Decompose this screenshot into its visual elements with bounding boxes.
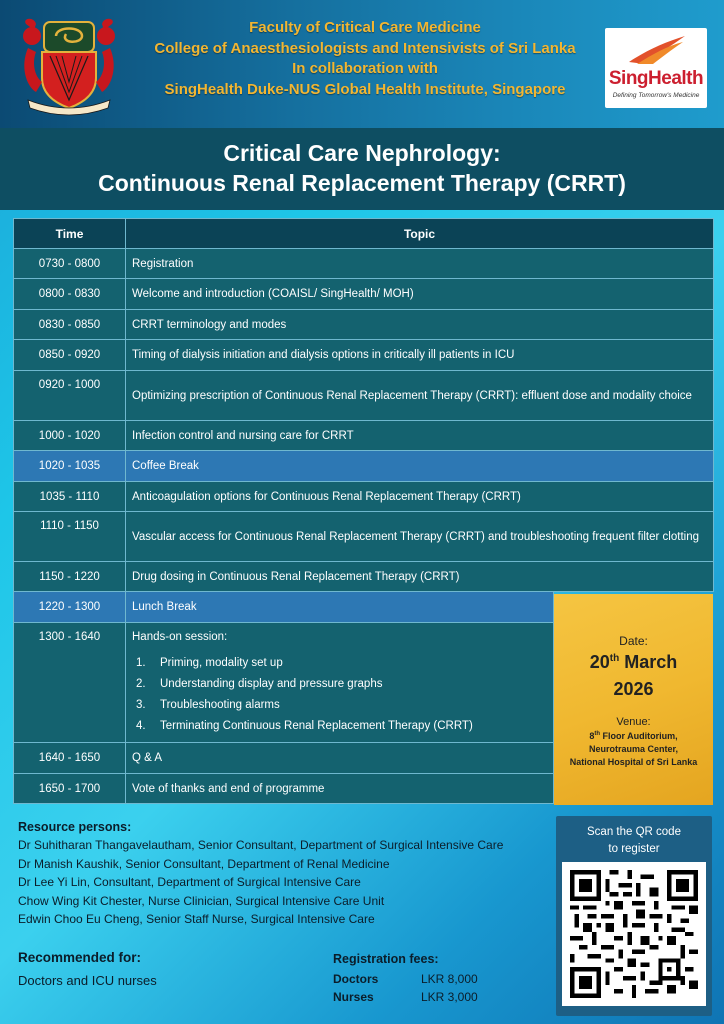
recommended-value: Doctors and ICU nurses xyxy=(18,973,157,988)
time-cell: 0830 - 0850 xyxy=(14,310,126,340)
time-cell: 1000 - 1020 xyxy=(14,421,126,451)
table-row xyxy=(14,421,714,451)
time-cell: 1300 - 1640 xyxy=(14,623,126,743)
list-item: Edwin Choo Eu Cheng, Senior Staff Nurse, Surgical Intensive Care xyxy=(18,912,375,926)
header-banner xyxy=(0,0,724,128)
registration-fees xyxy=(333,952,478,1006)
topic-cell: Registration xyxy=(126,249,714,279)
qr-panel xyxy=(556,816,712,1016)
resource-heading: Resource persons: xyxy=(18,820,132,834)
table-row xyxy=(14,310,714,340)
topic-cell: Infection control and nursing care for CRRT xyxy=(126,421,714,451)
topic-cell: Vascular access for Continuous Renal Replacement Therapy (CRRT) and troubleshooting frequent filter clotting xyxy=(126,512,714,562)
list-item: Dr Suhitharan Thangavelautham, Senior Consultant, Department of Surgical Intensive Care xyxy=(18,838,504,852)
handson-list xyxy=(132,653,547,737)
topic-cell: CRRT terminology and modes xyxy=(126,310,714,340)
time-cell: 1640 - 1650 xyxy=(14,743,126,774)
qr-caption-1: Scan the QR code xyxy=(587,826,681,838)
table-row xyxy=(14,340,714,371)
table-row xyxy=(14,562,714,592)
topic-cell: Timing of dialysis initiation and dialysis options in critically ill patients in ICU xyxy=(126,340,714,371)
list-item: Chow Wing Kit Chester, Nurse Clinician, Surgical Intensive Care Unit xyxy=(18,893,385,908)
resource-persons xyxy=(18,820,548,929)
singhealth-swoosh-icon xyxy=(627,32,687,66)
qr-code-icon xyxy=(570,870,698,998)
topic-column-header: Topic xyxy=(126,219,714,249)
page-subtitle: Continuous Renal Replacement Therapy (CRRT) xyxy=(98,170,626,196)
organizer-line-2: College of Anaesthesiologists and Intensivists of Sri Lanka xyxy=(154,39,576,57)
list-item: Dr Manish Kaushik, Senior Consultant, Department of Renal Medicine xyxy=(18,856,390,871)
venue-line-2: Neurotrauma Center, xyxy=(588,744,679,754)
venue-label: Venue: xyxy=(616,716,651,728)
venue-line-3: National Hospital of Sri Lanka xyxy=(569,757,698,767)
time-cell: 1650 - 1700 xyxy=(14,774,126,804)
date-label: Date: xyxy=(619,634,648,648)
topic-cell: Vote of thanks and end of programme xyxy=(126,774,554,804)
time-cell: 1020 - 1035 xyxy=(14,451,126,482)
table-header-row xyxy=(14,219,714,249)
list-item: Dr Lee Yi Lin, Consultant, Department of Surgical Intensive Care xyxy=(18,875,361,889)
list-item: 4. Terminating Continuous Renal Replacement Therapy (CRRT) xyxy=(136,720,473,732)
college-crest-icon xyxy=(20,16,118,116)
title-band xyxy=(0,128,724,210)
time-cell: 0800 - 0830 xyxy=(14,279,126,310)
topic-cell: Drug dosing in Continuous Renal Replacement Therapy (CRRT) xyxy=(126,562,714,592)
qr-code[interactable] xyxy=(562,862,706,1006)
organizer-lines xyxy=(130,18,600,100)
page-title: Critical Care Nephrology: xyxy=(223,140,501,166)
time-cell: 1110 - 1150 xyxy=(14,512,126,562)
organizer-line-4: SingHealth Duke-NUS Global Health Institute, Singapore xyxy=(164,80,566,98)
topic-cell: Hands-on session: xyxy=(132,631,228,643)
fees-heading: Registration fees: xyxy=(333,952,439,966)
event-year: 2026 xyxy=(613,679,654,699)
venue-line-1: 8th Floor Auditorium, xyxy=(589,731,678,741)
handson-cell xyxy=(126,623,554,743)
singhealth-tagline: Defining Tomorrow's Medicine xyxy=(612,92,700,99)
table-row xyxy=(14,249,714,279)
time-cell: 0920 - 1000 xyxy=(14,371,126,421)
qr-caption-2: to register xyxy=(608,843,660,855)
topic-cell: Welcome and introduction (COAISL/ SingHealth/ MOH) xyxy=(126,279,714,310)
list-item: 3. Troubleshooting alarms xyxy=(136,699,280,711)
topic-cell: Q & A xyxy=(126,743,554,774)
table-row xyxy=(14,482,714,512)
singhealth-logo xyxy=(605,28,707,108)
fee-row: Doctors LKR 8,000 xyxy=(333,972,478,986)
table-row xyxy=(14,512,714,562)
list-item: 1. Priming, modality set up xyxy=(136,657,283,669)
time-cell: 1035 - 1110 xyxy=(14,482,126,512)
recommended-heading: Recommended for: xyxy=(18,950,142,965)
event-date: 20th March xyxy=(589,652,678,672)
singhealth-name: SingHealth xyxy=(608,68,704,89)
topic-cell: Optimizing prescription of Continuous Renal Replacement Therapy (CRRT): effluent dose and modality choice xyxy=(126,371,714,421)
list-item: 2. Understanding display and pressure graphs xyxy=(136,678,383,690)
table-row xyxy=(14,371,714,421)
time-cell: 1220 - 1300 xyxy=(14,592,126,623)
time-column-header: Time xyxy=(14,219,126,249)
event-date-box xyxy=(554,594,713,805)
table-row-break xyxy=(14,451,714,482)
time-cell: 1150 - 1220 xyxy=(14,562,126,592)
time-cell: 0730 - 0800 xyxy=(14,249,126,279)
topic-cell: Coffee Break xyxy=(126,451,714,482)
topic-cell: Lunch Break xyxy=(126,592,554,623)
organizer-line-3: In collaboration with xyxy=(292,60,438,77)
topic-cell: Anticoagulation options for Continuous Renal Replacement Therapy (CRRT) xyxy=(126,482,714,512)
table-row xyxy=(14,279,714,310)
organizer-line-1: Faculty of Critical Care Medicine xyxy=(249,19,481,36)
time-cell: 0850 - 0920 xyxy=(14,340,126,371)
fee-row: Nurses LKR 3,000 xyxy=(333,990,478,1004)
recommended-for xyxy=(18,950,157,988)
